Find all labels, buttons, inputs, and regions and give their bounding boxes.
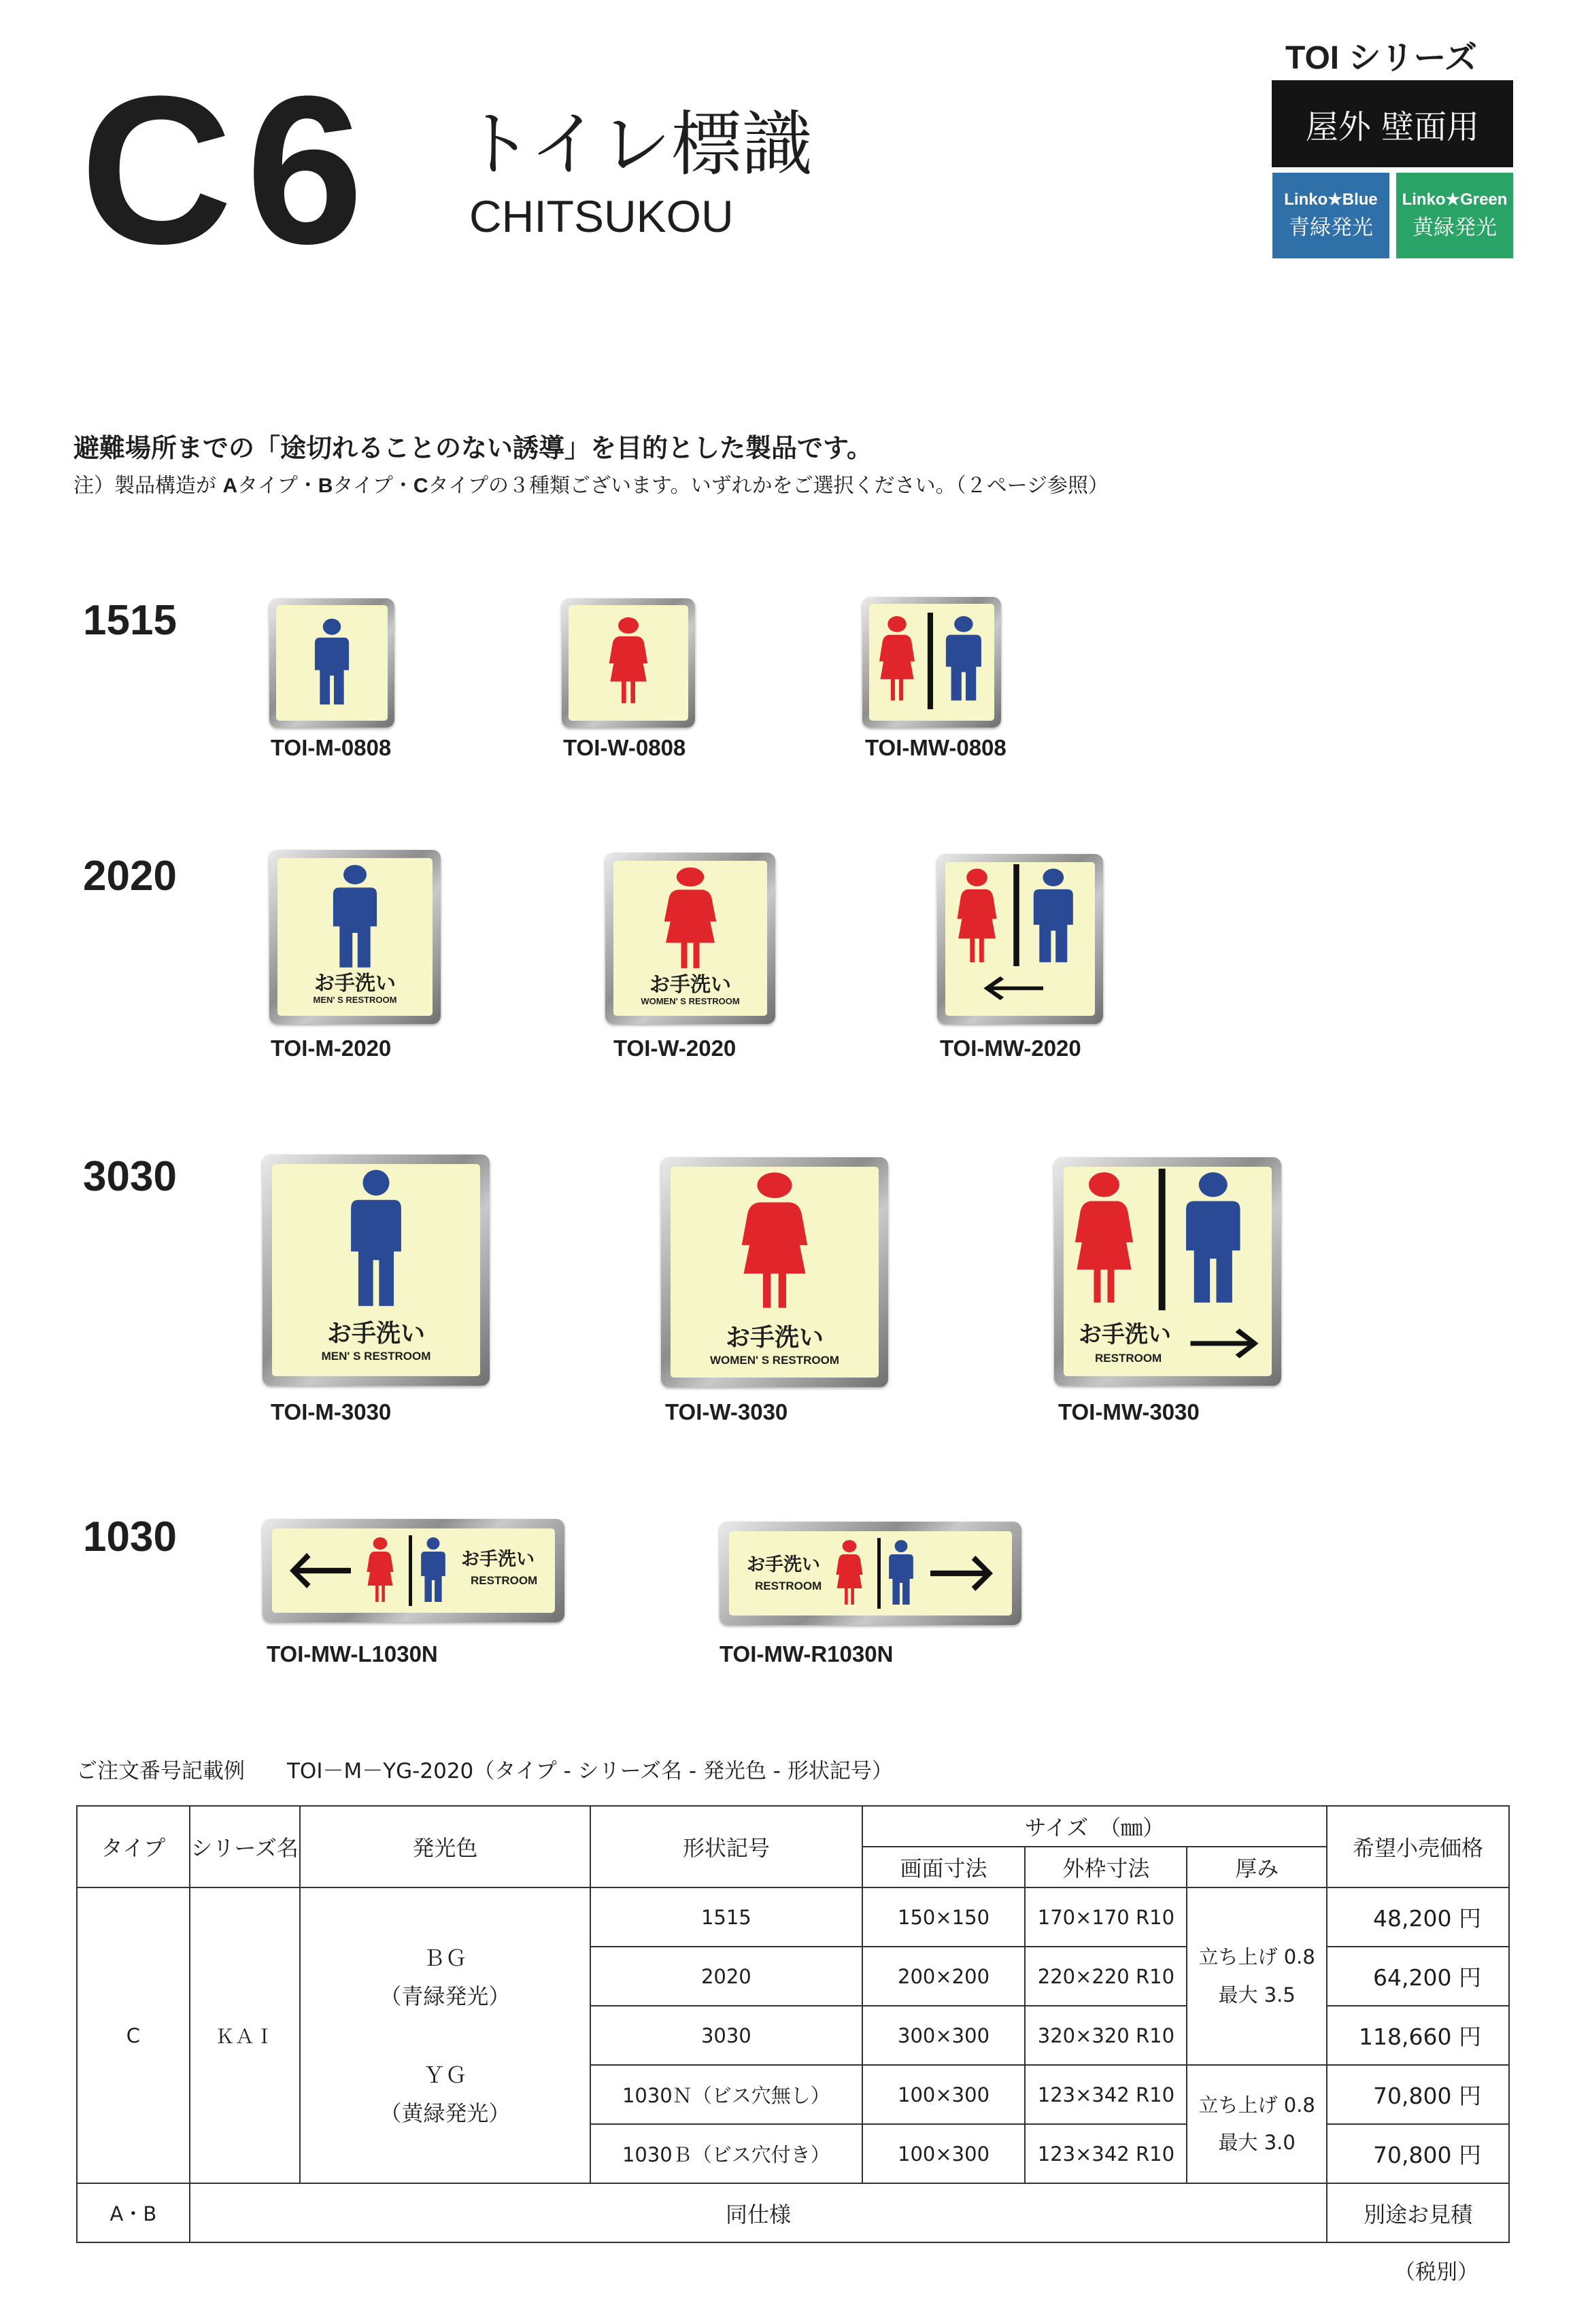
- restroom-en-text: RESTROOM: [1095, 1352, 1162, 1365]
- restroom-jp-text: お手洗い: [725, 1324, 824, 1352]
- product-code: TOI-M-2020: [271, 1036, 392, 1061]
- price: 118,660 円: [1327, 2006, 1509, 2065]
- product-code: TOI-W-3030: [665, 1399, 788, 1424]
- restroom-jp-text: お手洗い: [1079, 1321, 1171, 1348]
- sign-toi-m-0808: [269, 598, 394, 728]
- table-row: 2020 200×200 220×220 R10 64,200 円: [77, 1947, 1509, 2006]
- restroom-en-text: MEN' S RESTROOM: [313, 995, 397, 1005]
- table-row: C ＫＡＩ ＢＧ （青緑発光） ＹＧ （黄緑発光） 1515 150×150 170×170 R10 立ち上げ 0.8 最大 3.5 48,200 円: [77, 1887, 1509, 1947]
- tax-note: （税別）: [1394, 2260, 1478, 2285]
- linko-blue-name: Linko★Blue: [1284, 190, 1378, 209]
- th-series: シリーズ名: [190, 1806, 300, 1887]
- product-code: TOI-MW-R1030N: [720, 1641, 894, 1667]
- th-size: サイズ （㎜）: [862, 1806, 1327, 1847]
- size-label-2020: 2020: [83, 853, 177, 900]
- th-shape: 形状記号: [590, 1806, 862, 1887]
- sign-toi-mw-r1030n: [720, 1522, 1021, 1625]
- th-type: タイプ: [77, 1806, 190, 1887]
- restroom-jp-text: お手洗い: [461, 1549, 535, 1570]
- price: 48,200 円: [1327, 1887, 1509, 1947]
- size-label-1030: 1030: [83, 1514, 177, 1560]
- restroom-en-text: WOMEN' S RESTROOM: [641, 996, 740, 1006]
- restroom-en-text: RESTROOM: [755, 1579, 822, 1592]
- table-row: 1030Ｂ（ビス穴付き） 100×300 123×342 R10 70,800 円: [77, 2124, 1509, 2183]
- product-code: TOI-M-3030: [271, 1399, 392, 1424]
- ab-spec: 同仕様: [190, 2183, 1327, 2242]
- th-color: 発光色: [300, 1806, 590, 1887]
- type-value: C: [77, 1887, 190, 2183]
- price: 70,800 円: [1327, 2065, 1509, 2124]
- lead-text: 避難場所までの「途切れることのない誘導」を目的とした製品です。: [73, 433, 873, 463]
- th-frame: 外枠寸法: [1025, 1847, 1187, 1887]
- product-code: TOI-W-0808: [563, 735, 686, 760]
- page-title: トイレ標識: [462, 103, 813, 186]
- order-example: ご注文番号記載例 TOI－M－YG-2020（タイプ - シリーズ名 - 発光色 - 形状記号）: [76, 1759, 893, 1783]
- product-code: TOI-MW-2020: [940, 1036, 1081, 1061]
- sign-toi-w-3030: [661, 1157, 888, 1387]
- th-price: 希望小売価格: [1327, 1806, 1509, 1887]
- th-thickness: 厚み: [1187, 1847, 1327, 1887]
- product-code: TOI-MW-L1030N: [267, 1641, 438, 1667]
- restroom-jp-text: お手洗い: [649, 973, 731, 997]
- price: 64,200 円: [1327, 1947, 1509, 2006]
- sign-toi-mw-2020: [937, 854, 1103, 1024]
- linko-green-desc: 黄緑発光: [1413, 215, 1497, 240]
- sign-toi-mw-0808: [862, 597, 1001, 728]
- series-label: TOI シリーズ: [1285, 40, 1478, 76]
- sign-toi-mw-3030: [1054, 1157, 1281, 1386]
- table-row: 1030Ｎ（ビス穴無し） 100×300 123×342 R10 立ち上げ 0.8 最大 3.0 70,800 円: [77, 2065, 1509, 2124]
- restroom-jp-text: お手洗い: [326, 1320, 425, 1348]
- linko-blue-badge: [1272, 173, 1389, 258]
- sign-toi-w-0808: [562, 598, 695, 728]
- thickness-a: 立ち上げ 0.8 最大 3.5: [1187, 1887, 1327, 2065]
- size-label-1515: 1515: [83, 597, 177, 644]
- table-row: 3030 300×300 320×320 R10 118,660 円: [77, 2006, 1509, 2065]
- restroom-en-text: RESTROOM: [471, 1574, 538, 1587]
- ab-type: A・B: [77, 2183, 190, 2242]
- usage-badge: 屋外 壁面用: [1272, 80, 1513, 167]
- product-code: TOI-MW-3030: [1058, 1399, 1200, 1424]
- catalog-code: C6: [80, 52, 377, 288]
- th-screen: 画面寸法: [862, 1847, 1026, 1887]
- page-subtitle: CHITSUKOU: [469, 191, 734, 241]
- product-code: TOI-M-0808: [271, 735, 392, 760]
- linko-green-name: Linko★Green: [1402, 190, 1508, 209]
- restroom-en-text: MEN' S RESTROOM: [321, 1350, 431, 1363]
- restroom-jp-text: お手洗い: [747, 1554, 820, 1575]
- product-code: TOI-MW-0808: [865, 735, 1007, 760]
- size-label-3030: 3030: [83, 1153, 177, 1200]
- sign-toi-m-2020: [269, 850, 441, 1024]
- product-code: TOI-W-2020: [613, 1036, 737, 1061]
- price: 70,800 円: [1327, 2124, 1509, 2183]
- sign-toi-mw-l1030n: [263, 1519, 564, 1622]
- thickness-b: 立ち上げ 0.8 最大 3.0: [1187, 2065, 1327, 2183]
- sign-toi-m-3030: [263, 1155, 490, 1386]
- restroom-jp-text: お手洗い: [314, 972, 396, 995]
- linko-green-badge: [1396, 173, 1513, 258]
- spec-table: [76, 1805, 1510, 2243]
- sign-toi-w-2020: [605, 853, 775, 1024]
- linko-blue-desc: 青緑発光: [1289, 215, 1373, 240]
- note-text: 注）製品構造が Aタイプ・Bタイプ・Cタイプの３種類ございます。いずれかをご選択ください。（２ページ参照）: [73, 474, 1109, 498]
- ab-price: 別途お見積: [1327, 2183, 1509, 2242]
- color-values: ＢＧ （青緑発光） ＹＧ （黄緑発光）: [300, 1887, 590, 2183]
- table-row: [77, 2183, 1509, 2242]
- restroom-en-text: WOMEN' S RESTROOM: [709, 1354, 840, 1367]
- series-value: ＫＡＩ: [190, 1887, 300, 2183]
